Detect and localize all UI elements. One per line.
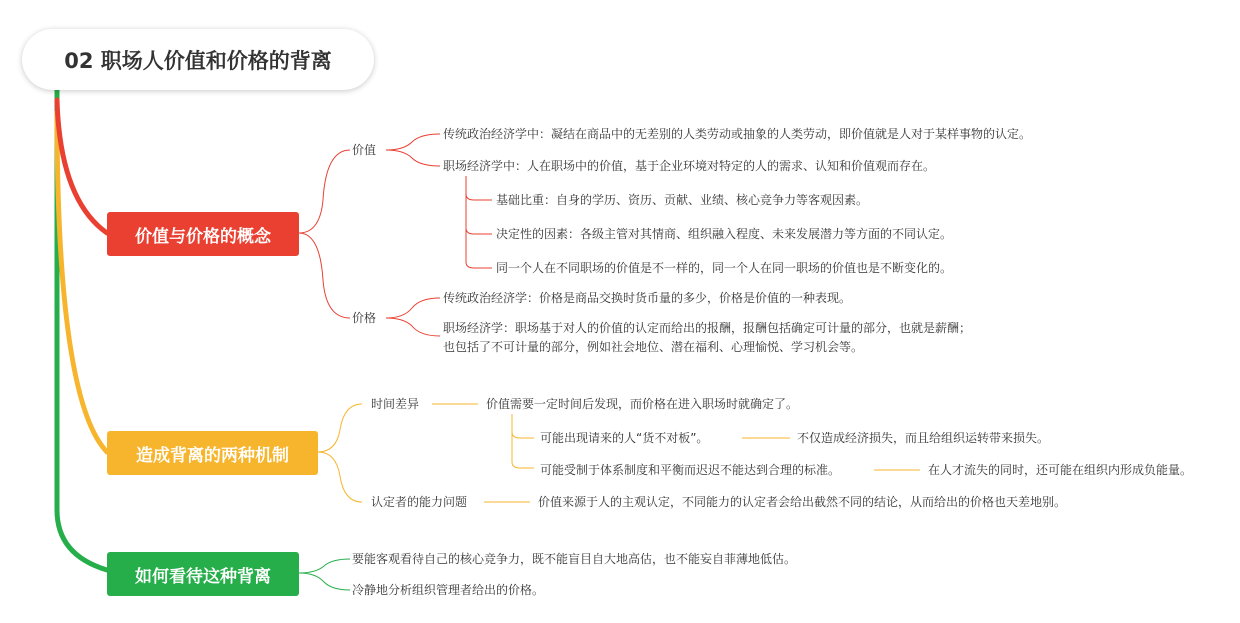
value-subitem-decisive[interactable]: 决定性的因素：各级主管对其情商、组织融入程度、未来发展潜力等方面的不同认定。 [496, 227, 953, 241]
price-item-workplace-line-2[interactable]: 也包括了不可计量的部分，例如社会地位、潜在福利、心理愉悦、学习机会等。 [443, 340, 864, 354]
topic-assessor-ability[interactable]: 认定者的能力问题 [371, 495, 468, 509]
connector-value-to-item-1 [386, 134, 440, 150]
connector-b2-to-assessor [318, 452, 362, 502]
value-item-workplace[interactable]: 职场经济学中：人在职场中的价值，基于企业环境对特定的人的需求、认知和价值观而存在。 [443, 159, 936, 173]
connector-sub-1 [512, 432, 534, 438]
connector-b1-to-price [299, 233, 350, 318]
connector-item2-to-subitems [466, 176, 492, 268]
connector-root-to-branch-1 [57, 100, 107, 233]
branch-how-to-view[interactable]: 如何看待这种背离 [107, 552, 299, 596]
connector-root-to-branch-3 [57, 90, 107, 570]
connector-subitem-1 [466, 194, 492, 200]
view-item-analyze-price[interactable]: 冷静地分析组织管理者给出的价格。 [352, 583, 545, 597]
time-difference-detail[interactable]: 价值需要一定时间后发现，而价格在进入职场时就确定了。 [486, 397, 799, 411]
connector-root-to-branch-2 [57, 112, 107, 452]
root-topic[interactable]: 02 职场人价值和价格的背离 [22, 29, 374, 90]
assessor-ability-detail[interactable]: 价值来源于人的主观认定，不同能力的认定者会给出截然不同的结论，从而给出的价格也天差地别。 [538, 495, 1067, 509]
topic-price[interactable]: 价格 [352, 311, 377, 325]
time-sub-delay-result[interactable]: 在人才流失的同时，还可能在组织内形成负能量。 [928, 463, 1193, 477]
branch-value-price-concept[interactable]: 价值与价格的概念 [107, 212, 299, 256]
connector-b2-to-time [318, 404, 362, 452]
price-item-traditional[interactable]: 传统政治经济学：价格是商品交换时货币量的多少，价格是价值的一种表现。 [443, 291, 852, 305]
time-sub-mismatch-result[interactable]: 不仅造成经济损失，而且给组织运转带来损失。 [797, 431, 1050, 445]
connector-subitem-2 [466, 228, 492, 234]
connector-price-to-item-1 [386, 298, 440, 318]
topic-time-difference[interactable]: 时间差异 [371, 397, 420, 411]
value-item-traditional[interactable]: 传统政治经济学中：凝结在商品中的无差别的人类劳动或抽象的人类劳动，即价值就是人对于某样事物的认定。 [443, 127, 1032, 141]
connector-b3-to-item-2 [299, 573, 350, 590]
value-subitem-variation[interactable]: 同一个人在不同职场的价值是不一样的，同一个人在同一职场的价值也是不断变化的。 [496, 261, 953, 275]
connector-detail-to-subs [512, 414, 534, 468]
connector-value-to-item-2 [386, 150, 440, 166]
time-sub-mismatch[interactable]: 可能出现请来的人“货不对板”。 [540, 431, 709, 445]
topic-value[interactable]: 价值 [352, 143, 377, 157]
connector-price-to-item-2 [386, 318, 440, 336]
connector-b1-to-value [299, 150, 350, 233]
branch-divergence-mechanisms[interactable]: 造成背离的两种机制 [107, 431, 318, 475]
value-subitem-basis[interactable]: 基础比重：自身的学历、资历、贡献、业绩、核心竞争力等客观因素。 [496, 193, 869, 207]
view-item-objective[interactable]: 要能客观看待自己的核心竞争力，既不能盲目自大地高估，也不能妄自菲薄地低估。 [352, 552, 797, 566]
price-item-workplace-line-1[interactable]: 职场经济学：职场基于对人的价值的认定而给出的报酬，报酬包括确定可计量的部分，也就是薪酬； [443, 321, 972, 335]
connector-b3-to-item-1 [299, 559, 350, 573]
time-sub-delay[interactable]: 可能受制于体系制度和平衡而迟迟不能达到合理的标准。 [540, 463, 841, 477]
